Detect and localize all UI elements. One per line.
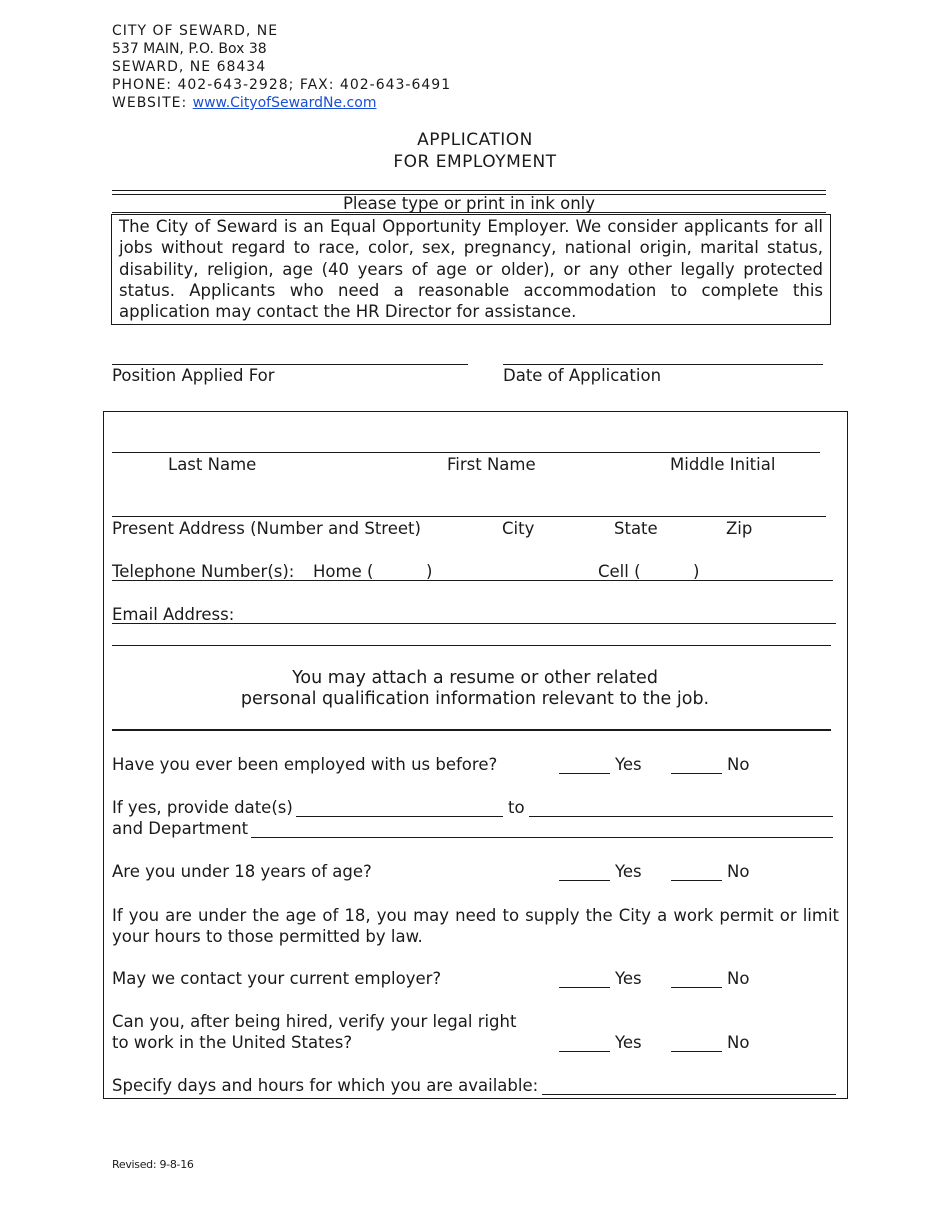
- under-18-question: Are you under 18 years of age?: [112, 862, 372, 881]
- position-label: Position Applied For: [112, 366, 275, 385]
- resume-note-line1: You may attach a resume or other related: [292, 668, 658, 688]
- contact-employer-yes-blank[interactable]: [559, 987, 610, 988]
- employed-before-yes-blank[interactable]: [559, 773, 610, 774]
- page-title-line1: APPLICATION: [417, 130, 533, 150]
- divider: [112, 212, 826, 213]
- department-label: and Department: [112, 819, 249, 838]
- position-field[interactable]: [112, 364, 468, 365]
- date-label: Date of Application: [503, 366, 662, 385]
- email-field[interactable]: [112, 623, 836, 624]
- name-field[interactable]: [112, 452, 820, 453]
- dates-to-field[interactable]: [529, 816, 833, 817]
- home-phone-label: Home (: [313, 562, 374, 581]
- state-label: State: [614, 519, 658, 538]
- org-street: 537 MAIN, P.O. Box 38: [112, 41, 267, 57]
- contact-employer-no-blank[interactable]: [671, 987, 722, 988]
- legal-right-yes-blank[interactable]: [559, 1051, 610, 1052]
- availability-label: Specify days and hours for which you are available:: [112, 1076, 539, 1095]
- divider: [112, 645, 831, 646]
- org-city-state-zip: SEWARD, NE 68434: [112, 59, 267, 75]
- home-phone-close: ): [426, 562, 433, 581]
- dates-from-field[interactable]: [296, 816, 503, 817]
- contact-employer-no: No: [727, 969, 750, 988]
- middle-initial-label: Middle Initial: [670, 455, 776, 474]
- city-label: City: [502, 519, 535, 538]
- org-phone-fax: PHONE: 402-643-2928; FAX: 402-643-6491: [112, 77, 452, 93]
- resume-note-line2: personal qualification information relevant to the job.: [240, 689, 710, 709]
- under-18-note: If you are under the age of 18, you may need to supply the City a work permit or limit your hours to those permitted by law.: [112, 906, 839, 947]
- divider: [112, 729, 831, 731]
- cell-phone-label: Cell (: [598, 562, 641, 581]
- website-label: WEBSITE:: [112, 95, 188, 111]
- under-18-yes-blank[interactable]: [559, 880, 610, 881]
- contact-employer-question: May we contact your current employer?: [112, 969, 442, 988]
- employed-before-yes: Yes: [615, 755, 642, 774]
- dates-to-label: to: [508, 798, 525, 817]
- org-name: CITY OF SEWARD, NE: [112, 23, 279, 39]
- divider: [112, 190, 826, 191]
- under-18-no: No: [727, 862, 750, 881]
- employed-before-question: Have you ever been employed with us before?: [112, 755, 498, 774]
- availability-field[interactable]: [542, 1094, 836, 1095]
- phone-field[interactable]: [112, 580, 833, 581]
- date-field[interactable]: [503, 364, 823, 365]
- website-link[interactable]: www.CityofSewardNe.com: [192, 95, 377, 111]
- last-name-label: Last Name: [168, 455, 257, 474]
- legal-right-no-blank[interactable]: [671, 1051, 722, 1052]
- cell-phone-close: ): [693, 562, 700, 581]
- phone-label: Telephone Number(s):: [112, 562, 295, 581]
- email-label: Email Address:: [112, 605, 235, 624]
- address-field[interactable]: [112, 516, 826, 517]
- legal-right-question-line1: Can you, after being hired, verify your legal right: [112, 1012, 517, 1031]
- legal-right-yes: Yes: [615, 1033, 642, 1052]
- first-name-label: First Name: [447, 455, 536, 474]
- employed-before-no: No: [727, 755, 750, 774]
- legal-right-no: No: [727, 1033, 750, 1052]
- revised-date: Revised: 9-8-16: [112, 1158, 194, 1171]
- contact-employer-yes: Yes: [615, 969, 642, 988]
- employed-before-no-blank[interactable]: [671, 773, 722, 774]
- zip-label: Zip: [726, 519, 753, 538]
- legal-right-question-line2: to work in the United States?: [112, 1033, 353, 1052]
- dates-label: If yes, provide date(s): [112, 798, 293, 817]
- instruction-text: Please type or print in ink only: [342, 194, 596, 213]
- address-label: Present Address (Number and Street): [112, 519, 421, 538]
- under-18-yes: Yes: [615, 862, 642, 881]
- eeo-statement: The City of Seward is an Equal Opportunity Employer. We consider applicants for all jobs without regard to race, color, sex, pregnancy, national origin, marital status, disability, religion, age (40 years of age or older), or any other legally protected status. Applicants who need a reasonable accommodation to complete this application may contact the HR Director for assistance.: [111, 214, 831, 325]
- org-website-row: [112, 94, 376, 112]
- under-18-no-blank[interactable]: [671, 880, 722, 881]
- department-field[interactable]: [251, 837, 833, 838]
- page-title-line2: FOR EMPLOYMENT: [393, 152, 557, 172]
